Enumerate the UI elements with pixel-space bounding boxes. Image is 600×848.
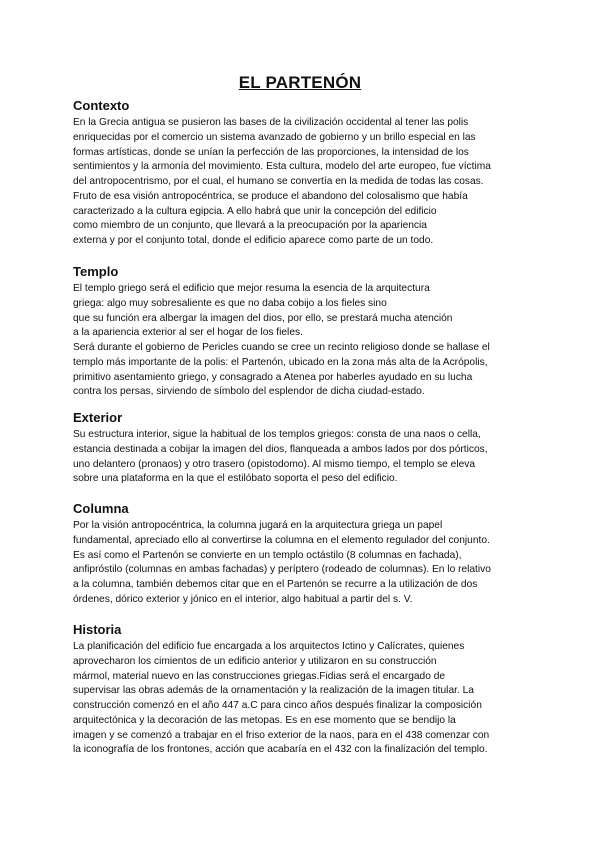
page-title: EL PARTENÓN bbox=[238, 73, 362, 92]
section-heading-contexto: Contexto bbox=[73, 98, 130, 113]
paragraph-line: del antropocentrismo, por el cual, el humano se convertía en la medida de todas las cosas. bbox=[73, 176, 484, 187]
paragraph-line: imagen y se comenzó a trabajar en el friso exterior de la naos, para en el 438 comenzar con bbox=[73, 729, 490, 741]
paragraph-line: arquitectónica y la decoración de las metopas. Es en ese momento que se bendijo la bbox=[73, 714, 456, 726]
section-heading-columna: Columna bbox=[73, 501, 129, 516]
paragraph-line: fundamental, apreciado ello al convertirse la columna en el elemento regulador del conjunto. bbox=[73, 534, 490, 546]
paragraph-line: caracterizado a la cultura egipcia. A ello habrá que unir la concepción del edificio bbox=[73, 205, 437, 217]
paragraph-line: construcción comenzó en el año 447 a.C para cinco años después finalizar la composición bbox=[73, 700, 482, 711]
section-templo bbox=[73, 264, 543, 400]
section-heading-templo: Templo bbox=[73, 264, 119, 279]
paragraph-line: mármol, material nuevo en las construcciones griegas.Fidias será el encargado de bbox=[73, 670, 446, 682]
paragraph-line: contra los persas, sirviendo de símbolo del esplendor de dicha ciudad-estado. bbox=[73, 386, 425, 398]
section-columna bbox=[73, 501, 543, 608]
section-contexto bbox=[73, 98, 543, 249]
paragraph-line: que su función era albergar la imagen del dios, por ello, se prestará mucha atención bbox=[73, 312, 453, 324]
section-heading-exterior: Exterior bbox=[73, 410, 123, 425]
paragraph-line: uno delantero (pronaos) y otro trasero (opistodomo). Al mismo tiempo, el templo se eleva bbox=[73, 458, 476, 470]
paragraph-line: templo más importante de la polis: el Partenón, ubicado en la zona más alta de la Acrópolis, bbox=[73, 356, 488, 368]
paragraph-line: estancia destinada a cobijar la imagen del dios, flanqueada a ambos lados por dos pórticos, bbox=[73, 443, 488, 455]
paragraph-line: primitivo asentamiento griego, y consagrado a Atenea por haberles ayudado en su lucha bbox=[73, 371, 473, 383]
paragraph-line: la iconografía de los frontones, acción que acabaría en el 432 con la finalización del templo. bbox=[73, 744, 488, 756]
paragraph-line: Será durante el gobierno de Pericles cuando se cree un recinto religioso donde se hallase el bbox=[73, 342, 490, 353]
paragraph-line: Por la visión antropocéntrica, la columna jugará en la arquitectura griega un papel bbox=[73, 520, 443, 531]
paragraph-line: como miembro de un conjunto, que llevará a la preocupación por la apariencia bbox=[73, 220, 427, 232]
paragraph-line: sentimientos y la armonía del movimiento. Esta cultura, modelo del arte europeo, fue víctima bbox=[73, 161, 491, 173]
paragraph-line: Su estructura interior, sigue la habitual de los templos griegos: consta de una naos o cella, bbox=[73, 429, 481, 440]
paragraph-line: a la columna, también debemos citar que en el Partenón se recurre a la utilización de dos bbox=[73, 579, 478, 590]
section-heading-historia: Historia bbox=[73, 622, 122, 637]
section-historia bbox=[73, 622, 543, 758]
paragraph-line: Fruto de esa visión antropocéntrica, se produce el abandono del colosalismo que había bbox=[73, 190, 468, 202]
paragraph-line: Es así como el Partenón se convierte en un templo octástilo (8 columnas en fachada), bbox=[73, 549, 462, 561]
paragraph-line: sobre una plataforma en la que el estilóbato soporta el peso del edificio. bbox=[73, 473, 398, 485]
paragraph-line: anfipróstilo (columnas en ambas fachadas) y períptero (rodeado de columnas). En lo relativo bbox=[73, 564, 491, 576]
paragraph-line: En la Grecia antigua se pusieron las bases de la civilización occidental al tener las polis bbox=[73, 117, 469, 128]
paragraph-line: aprovecharon los cimientos de un edificio anterior y utilizaron en su construcción bbox=[73, 655, 437, 667]
paragraph-line: enriquecidas por el comercio un sistema avanzado de gobierno y un brillo especial en las bbox=[73, 131, 476, 143]
paragraph-line: La planificación del edificio fue encargada a los arquitectos Ictino y Calícrates, quienes bbox=[73, 641, 465, 652]
paragraph-line: formas artísticas, donde se unían la perfección de las proporciones, la intensidad de los bbox=[73, 146, 469, 158]
section-exterior bbox=[73, 410, 543, 487]
paragraph-line: órdenes, dórico exterior y jónico en el interior, algo habitual a partir del s. V. bbox=[73, 593, 413, 605]
paragraph-line: externa y por el conjunto total, donde el edificio aparece como parte de un todo. bbox=[73, 235, 434, 246]
paragraph-line: El templo griego será el edificio que mejor resuma la esencia de la arquitectura bbox=[73, 283, 430, 294]
paragraph-line: a la apariencia exterior al ser el hogar de los fieles. bbox=[73, 327, 303, 339]
paragraph-line: griega: algo muy sobresaliente es que no daba cobijo a los fieles sino bbox=[73, 297, 387, 309]
paragraph-line: supervisar las obras además de la ornamentación y la realización de la imagen titular. La bbox=[73, 685, 474, 697]
